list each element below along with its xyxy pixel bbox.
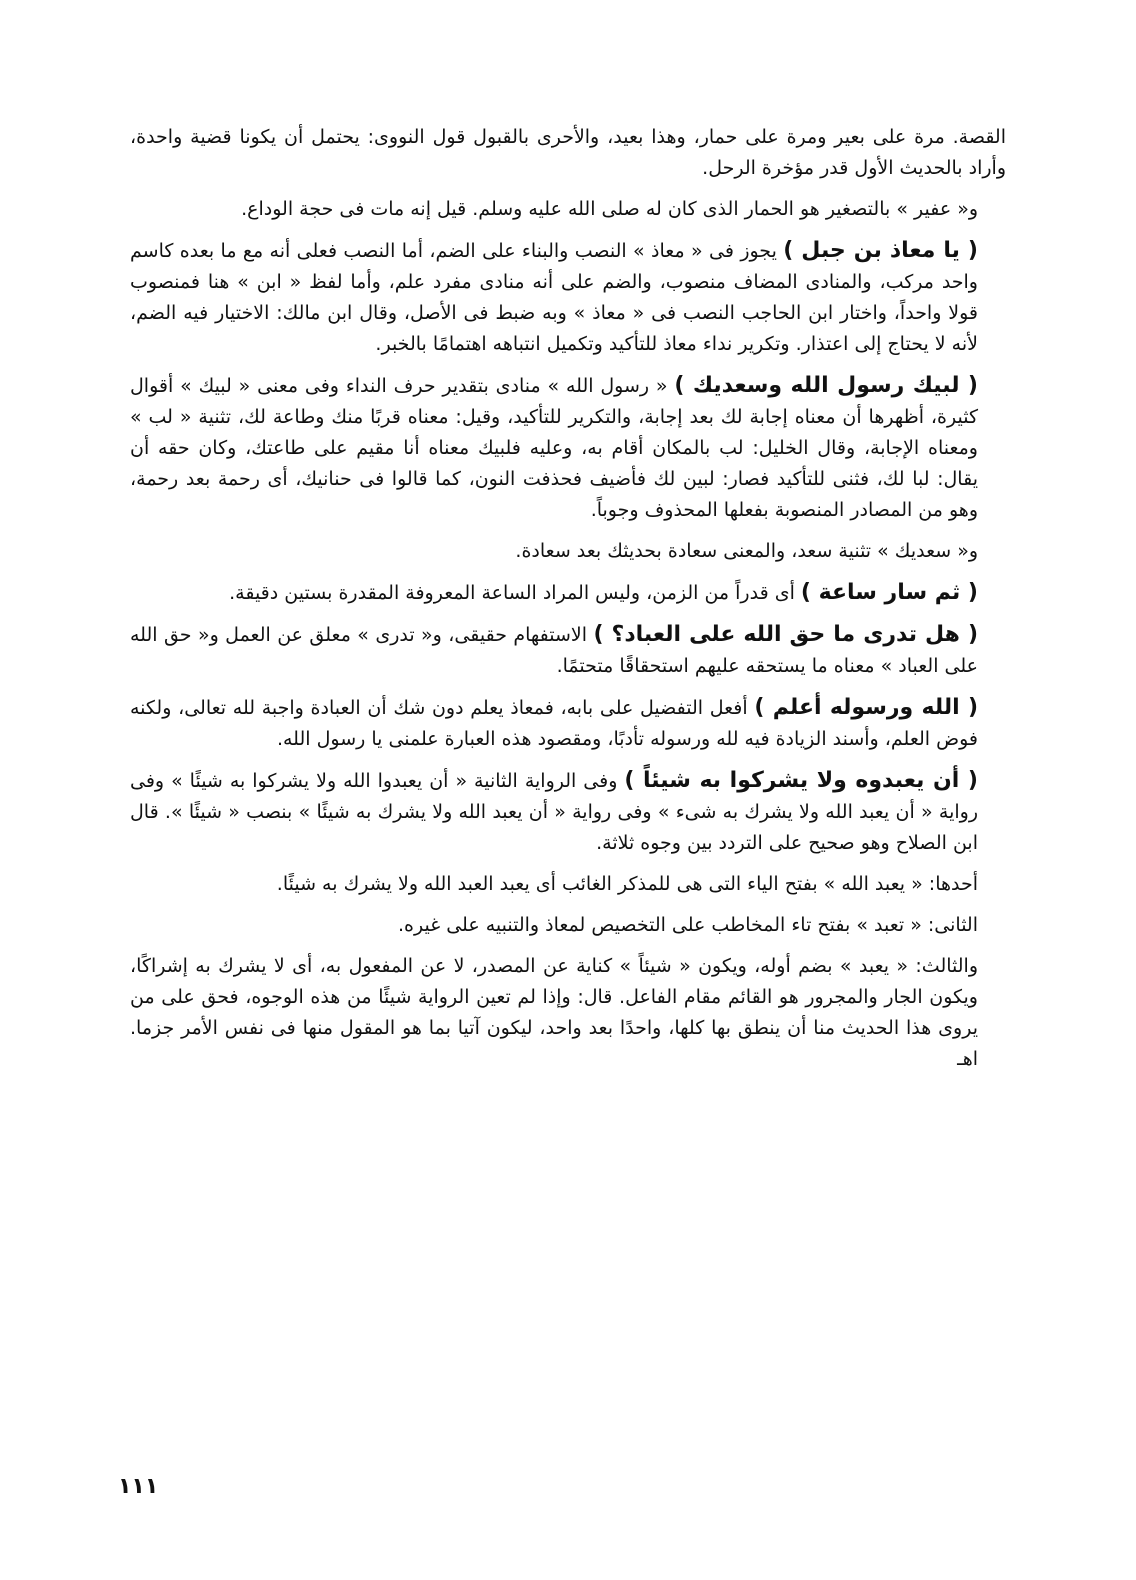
paragraph-text: القصة. مرة على بعير ومرة على حمار، وهذا بعيد، والأحرى بالقبول قول النووى: يحتمل أن يكونا قضية واحدة، وأراد بالحديث الأول قدر مؤخرة الرحل. [130,126,1006,179]
paragraph-heading: ( يا معاذ بن جبل ) [783,238,978,263]
paragraph-text: « رسول الله » منادى بتقدير حرف النداء وفى معنى « لبيك » أقوال كثيرة، أظهرها أن معناه إجابة لك بعد إجابة، والتكرير للتأكيد، وقيل: معناه قربًا منك وطاعة لك، تثنية « لب » ومعناه الإجابة، وقال الخليل: لب بالمكان أقام به، وعليه فلبيك معناه أنا مقيم على طاعتك، وكان حقه أن يقال: لبا لك، فثنى للتأكيد فصار: لبين لك فأضيف فحذفت النون، كما قالوا فى حنانيك، أى رحمة بعد رحمة، وهو من المصادر المنصوبة بفعلها المحذوف وجوباً. [130,375,978,521]
paragraph-text: الثانى: « تعبد » بفتح تاء المخاطب على التخصيص لمعاذ والتنبيه على غيره. [398,914,978,936]
paragraph-text: و« عفير » بالتصغير هو الحمار الذى كان له صلى الله عليه وسلم. قيل إنه مات فى حجة الوداع. [241,198,978,220]
paragraph-heading: ( أن يعبدوه ولا يشركوا به شيئاً ) [624,768,978,793]
paragraph-text: أى قدراً من الزمن، وليس المراد الساعة المعروفة المقدرة بستين دقيقة. [229,582,795,604]
paragraph-3 [130,235,1006,360]
page-body [130,122,1006,1085]
paragraph-text: وفى الرواية الثانية « أن يعبدوا الله ولا يشركوا به شيئًا » وفى رواية « أن يعبد الله ولا يشرك به شىء » وفى رواية « أن يعبد الله ولا يشرك به شيئًا » بنصب « شيئًا ». قال ابن الصلاح وهو صحيح على التردد بين وجوه ثلاثة. [130,770,978,854]
paragraph-6 [130,577,1006,609]
paragraph-11 [130,910,1006,941]
paragraph-2 [130,194,1006,225]
paragraph-heading: ( ثم سار ساعة ) [800,580,978,605]
paragraph-10 [130,869,1006,900]
paragraph-heading: ( هل تدرى ما حق الله على العباد؟ ) [593,622,978,647]
page-number: ١١١ [118,1474,159,1499]
paragraph-text: الاستفهام حقيقى، و« تدرى » معلق عن العمل و« حق الله على العباد » معناه ما يستحقه عليهم استحقاقًا متحتمًا. [130,624,978,677]
paragraph-12 [130,951,1006,1075]
paragraph-8 [130,692,1006,755]
paragraph-7 [130,619,1006,682]
paragraph-text: يجوز فى « معاذ » النصب والبناء على الضم، أما النصب فعلى أنه مع ما بعده كاسم واحد مركب، والمنادى المضاف منصوب، والضم على أنه منادى مفرد علم، وأما لفظ « ابن » هنا فمنصوب قولا واحداً، واختار ابن الحاجب النصب فى « معاذ » وبه ضبط فى الأصل، وقال ابن مالك: الاختيار فيه الضم، لأنه لا يحتاج إلى اعتذار. وتكرير نداء معاذ للتأكيد وتكميل انتباهه اهتمامًا بالخبر. [130,240,978,355]
paragraph-heading: ( الله ورسوله أعلم ) [754,695,978,720]
paragraph-5 [130,536,1006,567]
paragraph-4 [130,370,1006,526]
paragraph-heading: ( لبيك رسول الله وسعديك ) [674,373,978,398]
paragraph-text: والثالث: « يعبد » بضم أوله، ويكون « شيئاً » كناية عن المصدر، لا عن المفعول به، أى لا يشرك به إشراكًا، ويكون الجار والمجرور هو القائم مقام الفاعل. قال: وإذا لم تعين الرواية شيئًا من هذه الوجوه، فحق على من يروى هذا الحديث منا أن ينطق بها كلها، واحدًا بعد واحد، ليكون آتيا بما هو المقول منها فى نفس الأمر جزما. اهـ [130,955,978,1070]
paragraph-text: أفعل التفضيل على بابه، فمعاذ يعلم دون شك أن العبادة واجبة لله تعالى، ولكنه فوض العلم، وأسند الزيادة فيه لله ورسوله تأدبًا، ومقصود هذه العبارة علمنى يا رسول الله. [130,697,978,750]
paragraph-text: و« سعديك » تثنية سعد، والمعنى سعادة بحديثك بعد سعادة. [515,540,978,562]
paragraph-1 [130,122,1006,184]
paragraph-text: أحدها: « يعبد الله » بفتح الياء التى هى للمذكر الغائب أى يعبد العبد الله ولا يشرك به شيئًا. [276,873,978,895]
paragraph-9 [130,765,1006,859]
